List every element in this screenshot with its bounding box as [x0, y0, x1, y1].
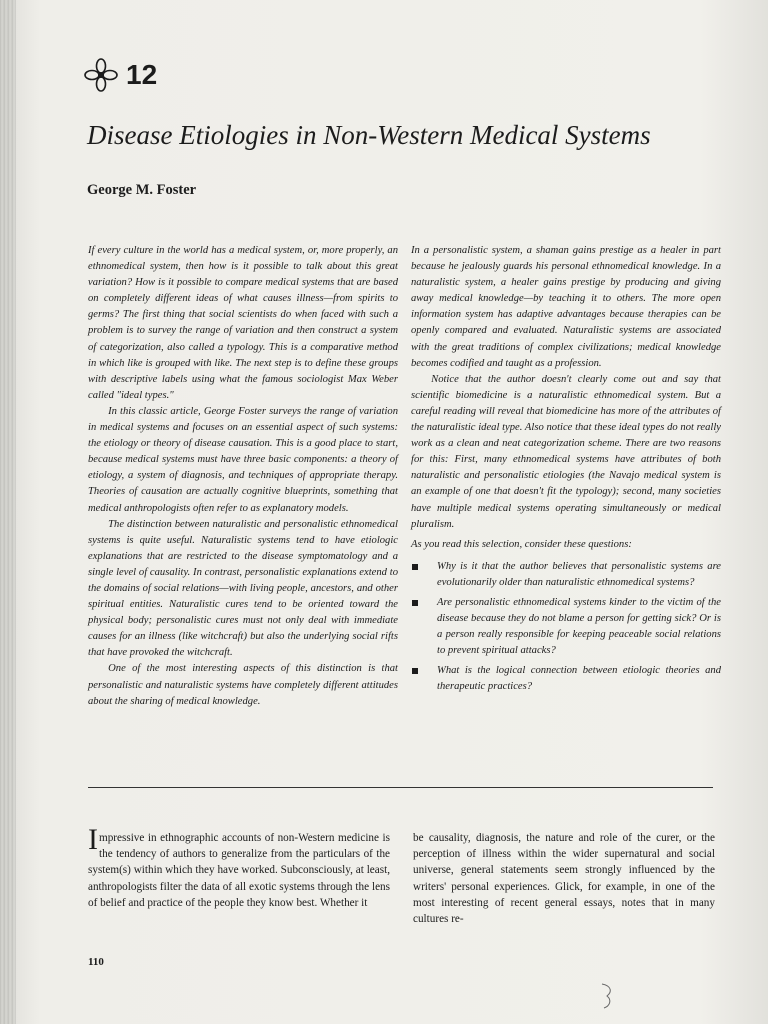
section-divider: [88, 787, 713, 788]
pencil-mark-icon: [598, 980, 616, 1010]
body-paragraph: [88, 823, 390, 911]
square-bullet-icon: [412, 668, 418, 674]
page-number: 110: [88, 956, 104, 968]
question-text: Why is it that the author believes that personalistic systems are evolutionarily older than naturalistic ethnomedical systems?: [437, 560, 721, 588]
question-item: [411, 559, 721, 591]
questions-list: [411, 559, 721, 696]
page-binding-shadow: [0, 0, 16, 1024]
body-paragraph: be causality, diagnosis, the nature and role of the curer, or the perception of illness within the wider supernatural and social universe, general statements seem strongly influenced by the writers' personal experiences. Glick, for example, in one of the most interesting of recent general essays, notes that in many cultures re-: [413, 832, 715, 926]
square-bullet-icon: [412, 600, 418, 606]
body-right-column: [413, 830, 715, 927]
body-left-column: [88, 823, 390, 911]
quatrefoil-ornament-icon: [84, 58, 118, 92]
intro-right-column: [411, 243, 721, 700]
questions-intro: As you read this selection, consider these questions:: [411, 538, 632, 550]
question-item: [411, 663, 721, 695]
intro-paragraph: If every culture in the world has a medical system, or, more properly, an ethnomedical system, then how is it possible to talk about this great variation? How is it possible to compare medical systems that are based on completely different ideas of what causes illness—from spirits to germs? The first thing that social scientists do when faced with such a problem is to survey the range of variation and then construct a system of categorization, also called a typology. This is a comparative method in which like is grouped with like. The next step is to define these groups with descriptive labels using what the famous sociologist Max Weber called "ideal types.": [88, 245, 398, 401]
intro-left-column: [88, 243, 398, 710]
intro-paragraph: In a personalistic system, a shaman gains prestige as a healer in part because he jealously guards his personal ethnomedical knowledge. In a naturalistic system, a healer gains prestige by producing and giving away medical knowledge—by teaching it to others. The more open information system has adaptive advantages because therapies can be openly compared and evaluated. Naturalistic systems are associated with the great traditions of complex civilizations; medical knowledge becomes codified and taught as a profession.: [411, 245, 721, 369]
intro-paragraph: Notice that the author doesn't clearly come out and say that scientific biomedicine is a naturalistic ethnomedical system. But a careful reading will reveal that biomedicine has more of the attributes of the naturalistic ideal type. Also notice that these ideal types do not really work as a clean and neat categorization scheme. There are two reasons for this: First, many ethnomedical systems have attributes of both naturalistic and personalistic etiologies (the Navajo medical system is an example of one that doesn't fit the typology); second, many societies have multiple medical systems operating simultaneously or medical pluralism.: [411, 373, 721, 530]
question-text: Are personalistic ethnomedical systems kinder to the victim of the disease because they do not blame a person for getting sick? Or is a person really responsible for keeping peaceable social relations to prevent spiritual attacks?: [437, 596, 721, 657]
chapter-title: Disease Etiologies in Non-Western Medical Systems: [87, 120, 651, 150]
intro-paragraph: One of the most interesting aspects of this distinction is that personalistic and naturalistic systems have completely different attitudes about the sharing of medical knowledge.: [88, 663, 398, 707]
chapter-number: 12: [126, 59, 158, 90]
square-bullet-icon: [412, 564, 418, 570]
question-item: [411, 595, 721, 659]
author-name: George M. Foster: [87, 182, 197, 198]
intro-paragraph: In this classic article, George Foster surveys the range of variation in medical systems and focuses on an essential aspect of such systems: the etiology or theory of disease causation. This is a good place to start, because medical systems must have three basic components: a theory of etiology, a system of diagnosis, and techniques of appropriate therapy. Theories of causation are actually cognitive blueprints, something that medical anthropologists often refer to as explanatory models.: [88, 405, 398, 514]
intro-paragraph: The distinction between naturalistic and personalistic ethnomedical systems is quite useful. Naturalistic systems tend to have etiologic explanations that are restricted to the disease symptomatology and a single level of causality. In contrast, personalistic explanations extend to the domains of social relations—with living people, ancestors, and other spiritual entities. Naturalistic cures tend to be oriented toward the physical body; personalistic cures must not only deal with immediate causes for an illness (like witchcraft) but also the underlying social rifts that have provoked the witchcraft.: [88, 518, 398, 659]
drop-cap: I: [88, 823, 98, 856]
chapter-heading: [84, 58, 157, 92]
question-text: What is the logical connection between etiologic theories and therapeutic practices?: [437, 665, 721, 693]
body-text: mpressive in ethnographic accounts of non-Western medicine is the tendency of authors to generalize from the particulars of the system(s) within which they have worked. Subconsciously, at least, anthropologists filter the data of all exotic systems through the lens of belief and practice of the people they know best. Whether it: [88, 832, 390, 909]
